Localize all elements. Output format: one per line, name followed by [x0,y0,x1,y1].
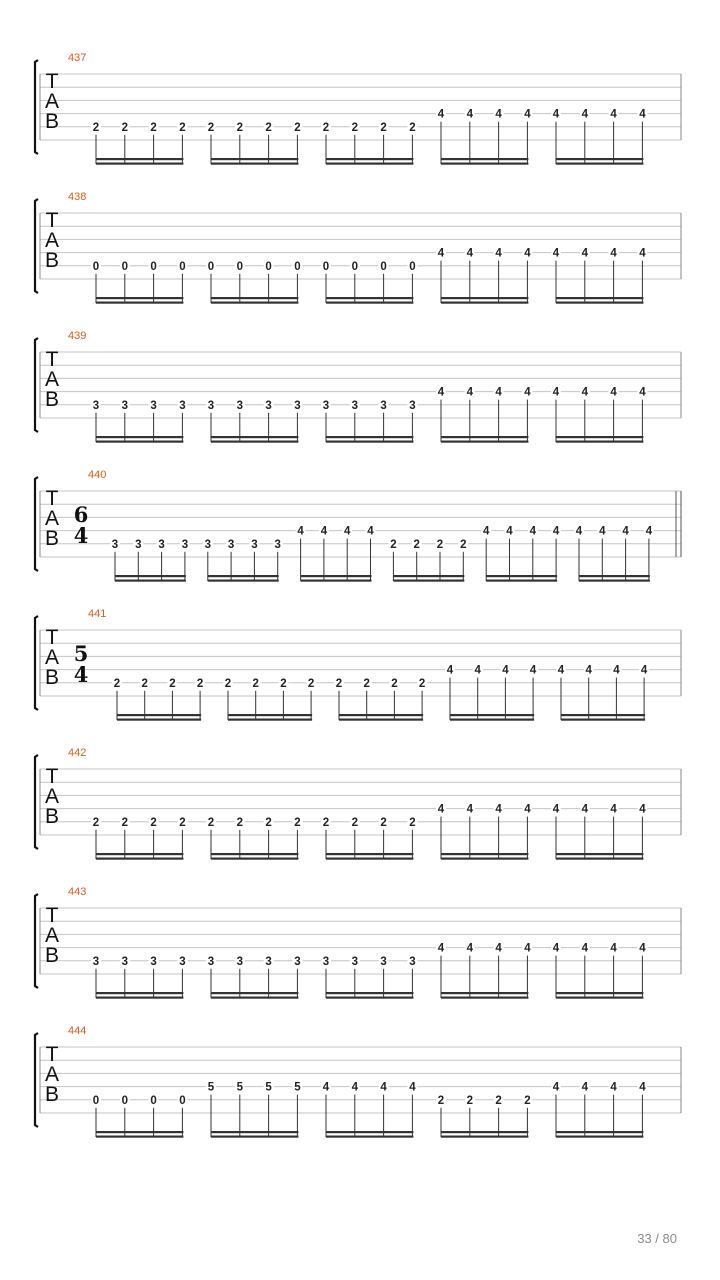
tab-clef-letter: B [44,666,60,689]
fret-number: 0 [150,1094,157,1107]
tab-clef-letter: T [45,70,59,93]
beam-primary [556,297,643,299]
tab-clef-letter: A [44,924,60,947]
fret-number: 4 [581,247,589,260]
beam-primary [211,436,298,438]
fret-number: 2 [196,677,204,690]
beam-primary [556,1131,643,1133]
fret-number: 4 [552,386,560,399]
fret-number: 4 [639,1081,646,1094]
fret-number: 4 [409,1081,416,1094]
fret-number: 0 [121,1094,129,1107]
fret-number: 2 [351,816,359,829]
tab-clef-letter: B [44,388,60,411]
tab-clef-letter: A [44,229,60,252]
fret-number: 4 [495,386,502,399]
fret-number: 3 [111,538,119,551]
system-bracket [35,894,38,988]
fret-number: 3 [150,399,157,412]
beam-secondary [556,441,643,443]
fret-number: 3 [251,538,258,551]
beam-secondary [326,302,413,304]
fret-number: 2 [436,538,444,551]
beam-secondary [96,1136,183,1138]
beam-primary [96,297,183,299]
fret-number: 3 [409,399,416,412]
beam-secondary [441,997,528,999]
beam-secondary [441,163,528,165]
fret-number: 3 [207,399,215,412]
fret-number: 3 [121,955,129,968]
fret-number: 2 [92,816,100,829]
beam-secondary [579,580,650,582]
fret-number: 0 [150,260,157,273]
fret-number: 4 [622,525,629,538]
fret-number: 4 [367,525,374,538]
beam-secondary [441,441,528,443]
fret-number: 4 [466,247,474,260]
fret-number: 3 [380,955,387,968]
fret-number: 0 [322,260,330,273]
fret-number: 0 [294,260,301,273]
beam-secondary [117,719,201,721]
system-bracket [35,616,38,710]
fret-number: 4 [502,664,509,677]
fret-number: 4 [529,664,537,677]
fret-number: 2 [92,121,100,134]
beam-primary [96,1131,183,1133]
fret-number: 2 [351,121,359,134]
fret-number: 2 [236,121,244,134]
beam-secondary [441,302,528,304]
tab-system [35,52,681,165]
tab-clef-letter: B [44,805,60,828]
fret-number: 3 [274,538,281,551]
fret-number: 4 [610,942,617,955]
beam-primary [326,992,413,994]
fret-number: 3 [236,399,244,412]
beam-primary [96,436,183,438]
fret-number: 4 [466,108,474,121]
tab-clef-letter: A [44,1063,60,1086]
beam-secondary [326,1136,413,1138]
beam-primary [556,158,643,160]
fret-number: 4 [437,942,445,955]
fret-number: 2 [335,677,343,690]
fret-number: 4 [495,942,502,955]
fret-number: 2 [150,121,157,134]
fret-number: 4 [437,108,445,121]
beam-secondary [211,997,298,999]
measure-number: 440 [88,469,107,481]
fret-number: 4 [506,525,513,538]
fret-number: 2 [294,816,301,829]
fret-number: 2 [150,816,157,829]
fret-number: 4 [495,247,502,260]
beam-secondary [228,719,312,721]
tab-clef-letter: B [44,249,60,272]
beam-primary [556,853,643,855]
fret-number: 2 [524,1094,531,1107]
fret-number: 4 [640,664,648,677]
beam-secondary [441,858,528,860]
fret-number: 0 [265,260,272,273]
fret-number: 3 [294,399,301,412]
tab-clef-letter: A [44,368,60,391]
fret-number: 4 [639,803,646,816]
tab-system [35,330,681,443]
beam-secondary [561,719,645,721]
fret-number: 2 [265,121,272,134]
tab-clef-letter: A [44,646,60,669]
beam-secondary [556,163,643,165]
fret-number: 2 [460,538,467,551]
fret-number: 0 [236,260,244,273]
beam-primary [208,575,279,577]
fret-number: 4 [581,386,589,399]
fret-number: 4 [552,942,560,955]
fret-number: 4 [380,1081,387,1094]
fret-number: 4 [613,664,620,677]
tab-clef-letter: T [45,765,59,788]
tab-clef-letter: B [44,944,60,967]
fret-number: 4 [529,525,537,538]
measure-number: 444 [68,1025,87,1037]
measure-number: 442 [68,747,87,759]
fret-number: 4 [482,525,490,538]
tab-clef-letter: T [45,348,59,371]
beam-primary [326,853,413,855]
fret-number: 2 [363,677,370,690]
beam-secondary [556,858,643,860]
tab-clef-letter: T [45,1043,59,1066]
fret-number: 3 [204,538,212,551]
beam-primary [96,853,183,855]
fret-number: 3 [265,399,272,412]
beam-primary [579,575,650,577]
fret-number: 2 [437,1094,445,1107]
beam-secondary [556,997,643,999]
fret-number: 4 [466,803,474,816]
measure-number: 437 [68,52,87,64]
beam-primary [339,714,423,716]
system-bracket [35,755,38,849]
system-bracket [35,338,38,432]
fret-number: 4 [466,386,474,399]
fret-number: 2 [390,538,397,551]
fret-number: 0 [351,260,359,273]
fret-number: 0 [409,260,416,273]
beam-primary [561,714,645,716]
fret-number: 4 [610,803,617,816]
fret-number: 4 [524,942,531,955]
fret-number: 3 [322,955,330,968]
fret-number: 5 [265,1081,272,1094]
fret-number: 3 [179,955,186,968]
fret-number: 4 [320,525,328,538]
beam-secondary [441,1136,528,1138]
beam-primary [441,853,528,855]
tab-clef-letter: T [45,209,59,232]
fret-number: 4 [552,108,560,121]
beam-primary [301,575,372,577]
beam-secondary [96,302,183,304]
fret-number: 2 [179,121,186,134]
time-signature-bottom: 4 [73,662,89,687]
fret-number: 4 [437,803,445,816]
fret-number: 3 [322,399,330,412]
beam-primary [441,436,528,438]
beam-primary [211,158,298,160]
beam-secondary [211,858,298,860]
fret-number: 3 [351,955,359,968]
fret-number: 0 [207,260,215,273]
fret-number: 3 [409,955,416,968]
beam-secondary [96,997,183,999]
beam-secondary [211,1136,298,1138]
fret-number: 0 [92,1094,100,1107]
beam-primary [393,575,464,577]
fret-number: 2 [207,816,215,829]
fret-number: 4 [610,386,617,399]
fret-number: 3 [236,955,244,968]
system-bracket [35,60,38,154]
fret-number: 3 [351,399,359,412]
fret-number: 2 [409,121,416,134]
fret-number: 4 [552,803,560,816]
fret-number: 2 [495,1094,502,1107]
measure-number: 441 [88,608,107,620]
beam-secondary [326,441,413,443]
beam-secondary [450,719,534,721]
fret-number: 4 [610,1081,617,1094]
beam-secondary [339,719,423,721]
beam-primary [441,158,528,160]
fret-number: 2 [179,816,186,829]
fret-number: 2 [265,816,272,829]
fret-number: 4 [466,942,474,955]
beam-primary [211,297,298,299]
beam-primary [556,992,643,994]
fret-number: 3 [294,955,301,968]
tab-clef-letter: B [44,110,60,133]
beam-secondary [326,858,413,860]
tab-system [35,1025,681,1138]
fret-number: 2 [252,677,259,690]
beam-secondary [326,163,413,165]
fret-number: 3 [150,955,157,968]
fret-number: 4 [524,386,531,399]
fret-number: 3 [207,955,215,968]
beam-secondary [486,580,557,582]
fret-number: 2 [322,121,330,134]
tab-clef-letter: A [44,90,60,113]
tab-system [35,191,681,304]
fret-number: 4 [524,803,531,816]
fret-number: 0 [121,260,129,273]
fret-number: 4 [610,247,617,260]
fret-number: 2 [307,677,315,690]
system-bracket [35,477,38,571]
beam-primary [96,992,183,994]
fret-number: 4 [552,525,560,538]
fret-number: 4 [495,803,502,816]
beam-secondary [556,302,643,304]
fret-number: 2 [113,677,121,690]
fret-number: 3 [181,538,189,551]
fret-number: 3 [265,955,272,968]
beam-secondary [208,580,279,582]
fret-number: 4 [474,664,481,677]
fret-number: 3 [380,399,387,412]
fret-number: 4 [495,108,502,121]
beam-primary [441,992,528,994]
beam-primary [441,1131,528,1133]
time-signature-bottom: 4 [73,523,89,548]
fret-number: 3 [92,399,100,412]
fret-number: 4 [437,386,445,399]
fret-number: 2 [280,677,287,690]
beam-primary [326,1131,413,1133]
measure-number: 443 [68,886,87,898]
fret-number: 4 [581,1081,589,1094]
fret-number: 0 [92,260,100,273]
fret-number: 2 [121,816,129,829]
fret-number: 2 [236,816,244,829]
beam-primary [211,1131,298,1133]
beam-secondary [301,580,372,582]
fret-number: 2 [169,677,176,690]
fret-number: 3 [121,399,129,412]
fret-number: 4 [639,247,646,260]
fret-number: 4 [322,1081,330,1094]
fret-number: 2 [141,677,148,690]
fret-number: 2 [207,121,215,134]
beam-primary [441,297,528,299]
fret-number: 2 [409,816,416,829]
beam-secondary [211,302,298,304]
fret-number: 5 [207,1081,215,1094]
fret-number: 2 [380,816,387,829]
fret-number: 2 [418,677,426,690]
system-bracket [35,199,38,293]
page-indicator: 33 / 80 [637,1231,677,1246]
fret-number: 4 [599,525,606,538]
tab-system [35,747,681,860]
fret-number: 2 [466,1094,474,1107]
time-signature-top: 5 [73,641,89,666]
fret-number: 0 [179,1094,186,1107]
beam-secondary [96,163,183,165]
beam-primary [211,992,298,994]
fret-number: 3 [179,399,186,412]
fret-number: 4 [552,1081,560,1094]
tab-clef-letter: T [45,626,59,649]
tab-clef-letter: A [44,785,60,808]
tab-system [35,608,681,721]
fret-number: 3 [92,955,100,968]
beam-secondary [393,580,464,582]
beam-primary [211,853,298,855]
beam-primary [326,158,413,160]
beam-primary [96,158,183,160]
beam-primary [486,575,557,577]
fret-number: 4 [639,386,646,399]
fret-number: 4 [552,247,560,260]
fret-number: 4 [585,664,592,677]
fret-number: 4 [524,108,531,121]
beam-primary [326,436,413,438]
fret-number: 2 [294,121,301,134]
beam-primary [228,714,312,716]
measure-number: 438 [68,191,87,203]
fret-number: 4 [639,942,646,955]
tab-clef-letter: B [44,527,60,550]
beam-primary [450,714,534,716]
fret-number: 2 [322,816,330,829]
tab-system [35,886,681,999]
beam-secondary [326,997,413,999]
fret-number: 3 [158,538,165,551]
fret-number: 5 [294,1081,301,1094]
beam-secondary [556,1136,643,1138]
system-bracket [35,1033,38,1127]
beam-secondary [96,858,183,860]
beam-secondary [115,580,186,582]
tab-clef-letter: T [45,904,59,927]
fret-number: 4 [581,108,589,121]
tab-clef-letter: A [44,507,60,530]
fret-number: 4 [645,525,653,538]
beam-secondary [96,441,183,443]
fret-number: 2 [391,677,398,690]
fret-number: 4 [610,108,617,121]
fret-number: 3 [135,538,142,551]
fret-number: 2 [380,121,387,134]
tab-system [35,469,681,582]
fret-number: 3 [227,538,235,551]
fret-number: 4 [581,942,589,955]
measure-number: 439 [68,330,87,342]
fret-number: 4 [575,525,583,538]
beam-primary [117,714,201,716]
beam-secondary [211,441,298,443]
fret-number: 2 [121,121,129,134]
fret-number: 4 [446,664,454,677]
fret-number: 4 [351,1081,359,1094]
fret-number: 4 [297,525,304,538]
fret-number: 4 [557,664,565,677]
beam-primary [556,436,643,438]
fret-number: 0 [380,260,387,273]
time-signature-top: 6 [73,502,89,527]
fret-number: 4 [581,803,589,816]
beam-primary [326,297,413,299]
fret-number: 2 [224,677,232,690]
fret-number: 0 [179,260,186,273]
fret-number: 4 [524,247,531,260]
fret-number: 5 [236,1081,244,1094]
beam-secondary [211,163,298,165]
fret-number: 2 [413,538,420,551]
beam-primary [115,575,186,577]
fret-number: 4 [639,108,646,121]
fret-number: 4 [437,247,445,260]
tab-clef-letter: B [44,1083,60,1106]
tab-clef-letter: T [45,487,59,510]
fret-number: 4 [343,525,351,538]
